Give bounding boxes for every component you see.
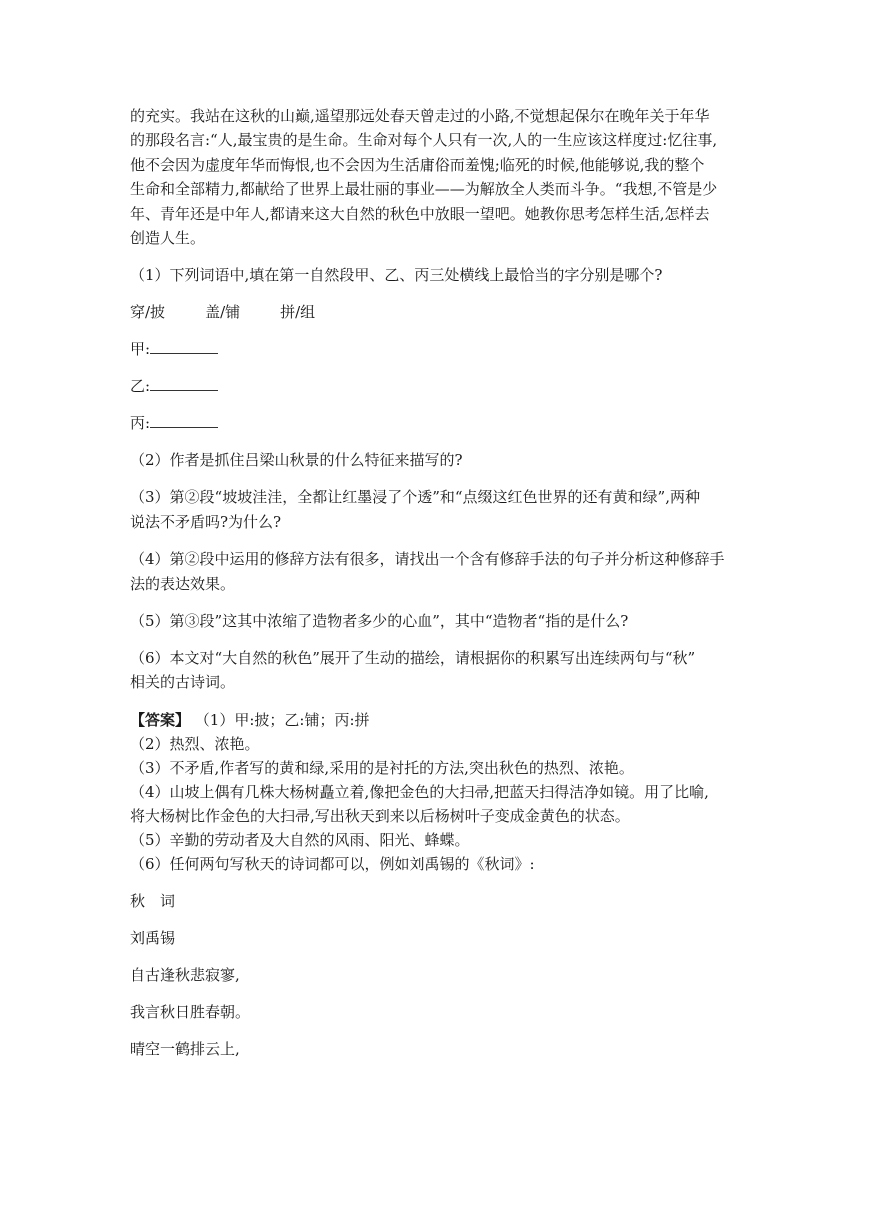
answer-line: 将大杨树比作金色的大扫帚,写出秋天到来以后杨树叶子变成金黄色的状态。 bbox=[130, 806, 630, 825]
answer-line: （5）辛勤的劳动者及大自然的风雨、阳光、蜂蝶。 bbox=[130, 830, 470, 849]
options-row bbox=[130, 300, 750, 324]
answer-1: （1）甲:披；乙:铺；丙:拼 bbox=[194, 710, 370, 729]
option: 穿/披 bbox=[130, 303, 166, 322]
passage-line: 创造人生。 bbox=[130, 229, 206, 248]
poem-line: 晴空一鹤排云上, bbox=[130, 1039, 240, 1058]
blank-bing bbox=[130, 411, 750, 435]
poem-title: 秋 词 bbox=[130, 891, 176, 910]
passage-line: 的充实。我站在这秋的山巅,遥望那远处春天曾走过的小路,不觉想起保尔在晚年关于年华 bbox=[130, 107, 710, 125]
option: 拼/组 bbox=[280, 303, 316, 322]
question-line: （4）第②段中运用的修辞方法有很多，请找出一个含有修辞手法的句子并分析这种修辞手 bbox=[130, 550, 725, 569]
answer-line: （4）山坡上偶有几株大杨树矗立着,像把金色的大扫帚,把蓝天扫得洁净如镜。用了比喻, bbox=[130, 782, 709, 801]
poem-line: 自古逢秋悲寂寥, bbox=[130, 965, 240, 984]
question-line: （3）第②段“坡坡洼洼，全都让红墨浸了个透”和“点缀这红色世界的还有黄和绿”,两种 bbox=[130, 488, 700, 507]
blank-label: 甲: bbox=[130, 340, 151, 359]
passage-line: 他不会因为虚度年华而悔恨,也不会因为生活庸俗而羞愧;临死的时候,他能够说,我的整个 bbox=[130, 155, 705, 174]
question-line: 法的表达效果。 bbox=[130, 574, 236, 593]
document-page bbox=[130, 104, 750, 1061]
answer-line: （6）任何两句写秋天的诗词都可以，例如刘禹锡的《秋词》: bbox=[130, 854, 535, 873]
question-line: （6）本文对“大自然的秋色”展开了生动的描绘，请根据你的积累写出连续两句与“秋” bbox=[130, 649, 696, 668]
answer-blank[interactable] bbox=[150, 376, 218, 391]
passage-line: 生命和全部精力,都献给了世界上最壮丽的事业——为解放全人类而斗争。“我想,不管是少 bbox=[130, 180, 718, 199]
blank-label: 乙: bbox=[130, 377, 151, 396]
question-6 bbox=[130, 646, 750, 695]
poem-line: 我言秋日胜春朝。 bbox=[130, 1002, 251, 1021]
question-3 bbox=[130, 485, 750, 534]
answer-line bbox=[130, 708, 750, 732]
passage-line: 年、青年还是中年人,都请来这大自然的秋色中放眼一望吧。她教你思考怎样生活,怎样去 bbox=[130, 204, 710, 223]
option: 盖/铺 bbox=[205, 303, 241, 322]
passage-line: 的那段名言:“人,最宝贵的是生命。生命对每个人只有一次,人的一生应该这样度过:忆往事, bbox=[130, 131, 718, 150]
blank-yi bbox=[130, 374, 750, 398]
passage bbox=[130, 104, 750, 250]
question-4 bbox=[130, 547, 750, 596]
answer-line: （3）不矛盾,作者写的黄和绿,采用的是衬托的方法,突出秋色的热烈、浓艳。 bbox=[130, 758, 634, 777]
blank-jia bbox=[130, 337, 750, 361]
answer-section bbox=[130, 708, 750, 876]
answer-blank[interactable] bbox=[150, 339, 218, 354]
blank-label: 丙: bbox=[130, 414, 151, 433]
answer-label: 【答案】 bbox=[130, 710, 191, 729]
answer-blank[interactable] bbox=[150, 413, 218, 428]
poem-author: 刘禹锡 bbox=[130, 928, 176, 947]
question-1: （1）下列词语中,填在第一自然段甲、乙、丙三处横线上最恰当的字分别是哪个? bbox=[130, 266, 663, 285]
question-line: 说法不矛盾吗?为什么? bbox=[130, 512, 282, 531]
question-2: （2）作者是抓住吕梁山秋景的什么特征来描写的? bbox=[130, 451, 463, 470]
question-5: （5）第③段”这其中浓缩了造物者多少的心血”，其中“造物者“指的是什么? bbox=[130, 612, 629, 631]
question-line: 相关的古诗词。 bbox=[130, 673, 236, 692]
answer-line: （2）热烈、浓艳。 bbox=[130, 734, 260, 753]
